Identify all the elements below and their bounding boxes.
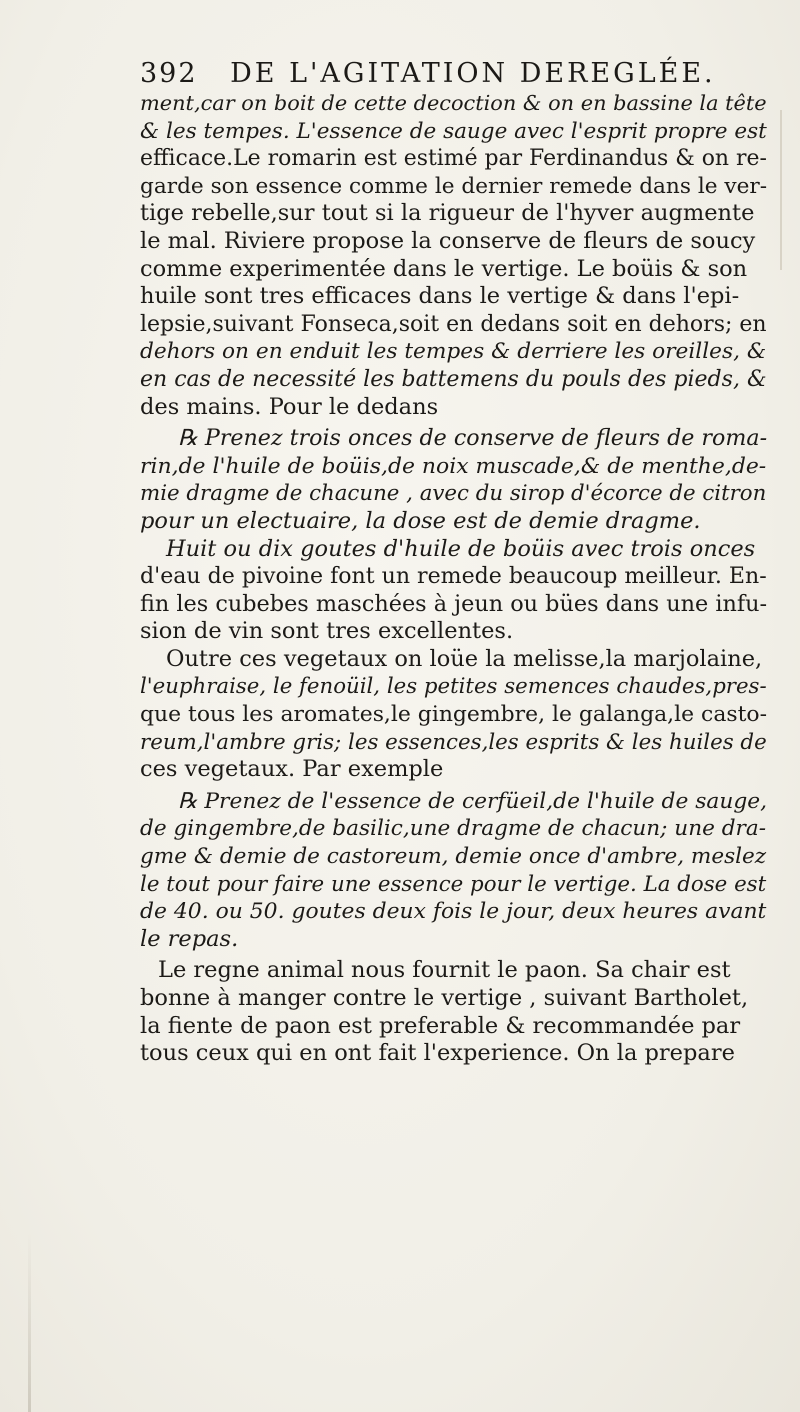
text-line: pour un electuaire, la dose est de demie dragme. [140, 507, 701, 534]
text-line: garde son essence comme le dernier remede dans le ver- [140, 173, 768, 199]
text-line: sion de vin sont tres excellentes. [140, 618, 514, 645]
text-line: mie dragme de chacune , avec du sirop d'écorce de citron [140, 481, 767, 507]
text-line: dehors on en enduit les tempes & derriere les oreilles, & [140, 339, 767, 365]
text-line: Le regne animal nous fournit le paon. Sa chair est [158, 957, 731, 984]
text-line: le tout pour faire une essence pour le vertige. La dose est [140, 871, 767, 897]
body-text [140, 90, 770, 1068]
text-line: reum,l'ambre gris; les essences,les esprits & les huiles de [140, 729, 767, 755]
text-line: lepsie,suivant Fonseca,soit en dedans soit en dehors; en [140, 311, 767, 337]
running-title: DE L'AGITATION DEREGLÉE. [230, 58, 716, 89]
page-edge-shadow [780, 110, 782, 270]
text-line: gme & demie de castoreum, demie once d'ambre, meslez [140, 844, 767, 870]
text-line: comme experimentée dans le vertige. Le boüis & son [140, 255, 748, 282]
text-line: de gingembre,de basilic,une dragme de chacun; une dra- [140, 816, 767, 842]
text-line: de 40. ou 50. goutes deux fois le jour, deux heures avant [140, 899, 767, 925]
text-line: ment,car on boit de cette decoction & on en bassine la tête [140, 91, 767, 115]
text-line: huile sont tres efficaces dans le vertige & dans l'epi- [140, 283, 740, 310]
text-line: tige rebelle,sur tout si la rigueur de l'hyver augmente [140, 200, 755, 227]
text-line: l'euphraise, le fenoüil, les petites semences chaudes,pres- [140, 674, 767, 700]
recipe-line: ℞ Prenez trois onces de conserve de fleurs de roma- [178, 425, 768, 452]
text-line: & les tempes. L'essence de sauge avec l'esprit propre est [140, 118, 767, 144]
text-line: Outre ces vegetaux on loüe la melisse,la marjolaine, [166, 645, 763, 672]
text-line: Huit ou dix goutes d'huile de boüis avec trois onces [166, 535, 756, 562]
text-line: le repas. [140, 925, 239, 952]
page-number: 392 [140, 58, 198, 89]
text-line: bonne à manger contre le vertige , suivant Bartholet, [140, 985, 749, 1011]
text-line: rin,de l'huile de boüis,de noix muscade,& de menthe,de- [140, 453, 767, 479]
text-line: fin les cubebes maschées à jeun ou bües dans une infu- [140, 590, 768, 617]
paper-fold-mark [28, 1232, 31, 1412]
text-line: que tous les aromates,le gingembre, le galanga,le casto- [140, 702, 767, 728]
text-line: en cas de necessité les battemens du pouls des pieds, & [140, 366, 767, 392]
text-line: d'eau de pivoine font un remede beaucoup meilleur. En- [140, 564, 767, 590]
recipe-line: ℞ Prenez de l'essence de cerfüeil,de l'huile de sauge, [178, 788, 768, 814]
text-line: efficace.Le romarin est estimé par Ferdinandus & on re- [140, 146, 767, 172]
text-line: ces vegetaux. Par exemple [140, 756, 444, 783]
text-line: le mal. Riviere propose la conserve de fleurs de soucy [140, 227, 756, 254]
text-line: la fiente de paon est preferable & recommandée par [140, 1012, 741, 1039]
text-line: tous ceux qui en ont fait l'experience. On la prepare [140, 1040, 735, 1067]
text-line: des mains. Pour le dedans [140, 393, 439, 420]
